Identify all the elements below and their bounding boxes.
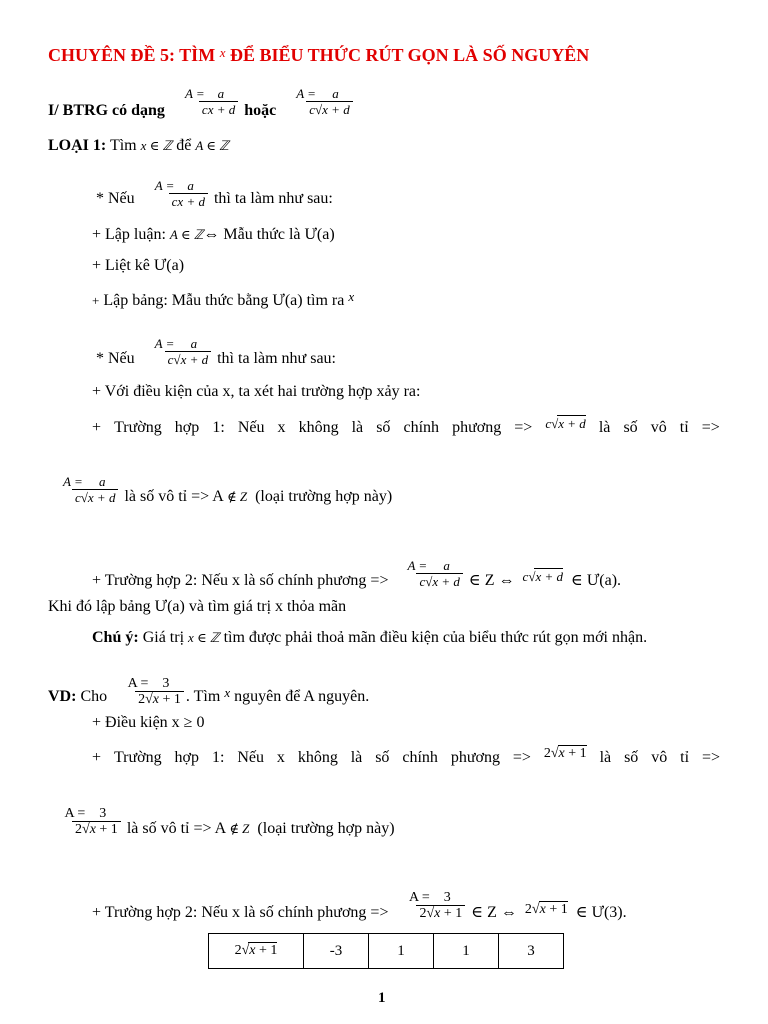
table-row — [209, 934, 564, 969]
loai-1-line: LOẠI 1: Tìm x ∈ ℤ để A ∈ ℤ — [48, 137, 229, 154]
table-cell: -3 — [304, 934, 369, 969]
case-1-step-2: + Liệt kê Ư(a) — [92, 257, 185, 274]
formula-case1: $\frac{A = a}{cx + d}$ — [141, 178, 208, 209]
table-cell: 1 — [434, 934, 499, 969]
case-1-step-3: + Lập bảng: Mẫu thức bằng Ư(a) tìm ra $^x$ — [92, 289, 355, 309]
case-2-th1-line: + Trường hợp 1: Nếu x không là số chính phương => c√x + d là số vô tỉ => — [92, 416, 720, 436]
case-2-intro: * Nếu $\frac{A = a}{c√x + d}$ thì ta làm như sau: — [96, 336, 336, 368]
page-title: CHUYÊN ĐỀ 5: TÌM $^x$ ĐỂ BIỂU THỨC RÚT GỌN LÀ SỐ NGUYÊN — [48, 45, 590, 65]
table-header-cell: 2√x + 1 — [209, 934, 304, 969]
case-1-step-1: + Lập luận: A ∈ ℤ⇔ Mẫu thức là Ư(a) — [92, 226, 335, 243]
example-th2-line: + Trường hợp 2: Nếu x là số chính phương => $\frac{A = 3}{2√x + 1}$ ∈ Z ⇔ 2√x + 1 ∈ Ư(3). — [92, 890, 627, 922]
example-line: VD: Cho $\frac{A = 3}{2√x + 1}$ . Tìm $^x$ nguyên để A nguyên. — [48, 676, 370, 707]
example-condition: + Điều kiện x ≥ 0 — [92, 714, 205, 731]
case-1-intro: * Nếu $\frac{A = a}{cx + d}$ thì ta làm như sau: — [96, 178, 333, 209]
formula-example: $\frac{A = 3}{2√x + 1}$ — [113, 676, 184, 707]
case-2-th2-line: + Trường hợp 2: Nếu x là số chính phương => $\frac{A = a}{c√x + d}$ ∈ Z ⇔ $^{c√x + d}$ ∈ Ư(a). — [92, 558, 622, 590]
section-1-heading: I/ BTRG có dạng $\frac{A = a}{cx + d}$ hoặc $\frac{A = a}{c√x + d}$ — [48, 96, 355, 127]
divisor-table — [208, 933, 564, 969]
table-cell: 1 — [369, 934, 434, 969]
formula-case2: $\frac{A = a}{c√x + d}$ — [141, 336, 211, 367]
note-line: Chú ý: Giá trị x ∈ ℤ tìm được phải thoả mãn điều kiện của biểu thức rút gọn mới nhận. — [92, 629, 648, 646]
formula-a-over-c-sqrt-x-d: $\frac{A = a}{c√x + d}$ — [282, 86, 352, 117]
example-th1-line: + Trường hợp 1: Nếu x không là số chính phương => 2√x + 1 là số vô tỉ => — [92, 746, 720, 766]
page-number: 1 — [378, 990, 386, 1006]
case-2-th1-result: $\frac{A = a}{c√x + d}$ là số vô tỉ => A ∉ Z (loại trường hợp này) — [62, 474, 393, 506]
table-cell: 3 — [499, 934, 564, 969]
case-2-then-list: Khi đó lập bảng Ư(a) và tìm giá trị x thỏa mãn — [48, 598, 347, 615]
formula-a-over-cx-d: $\frac{A = a}{cx + d}$ — [171, 86, 238, 117]
case-2-condition: + Với điều kiện của x, ta xét hai trường hợp xảy ra: — [92, 383, 421, 400]
example-th1-result: $\frac{A = 3}{2√x + 1}$ là số vô tỉ => A ∉ Z (loại trường hợp này) — [64, 806, 395, 838]
